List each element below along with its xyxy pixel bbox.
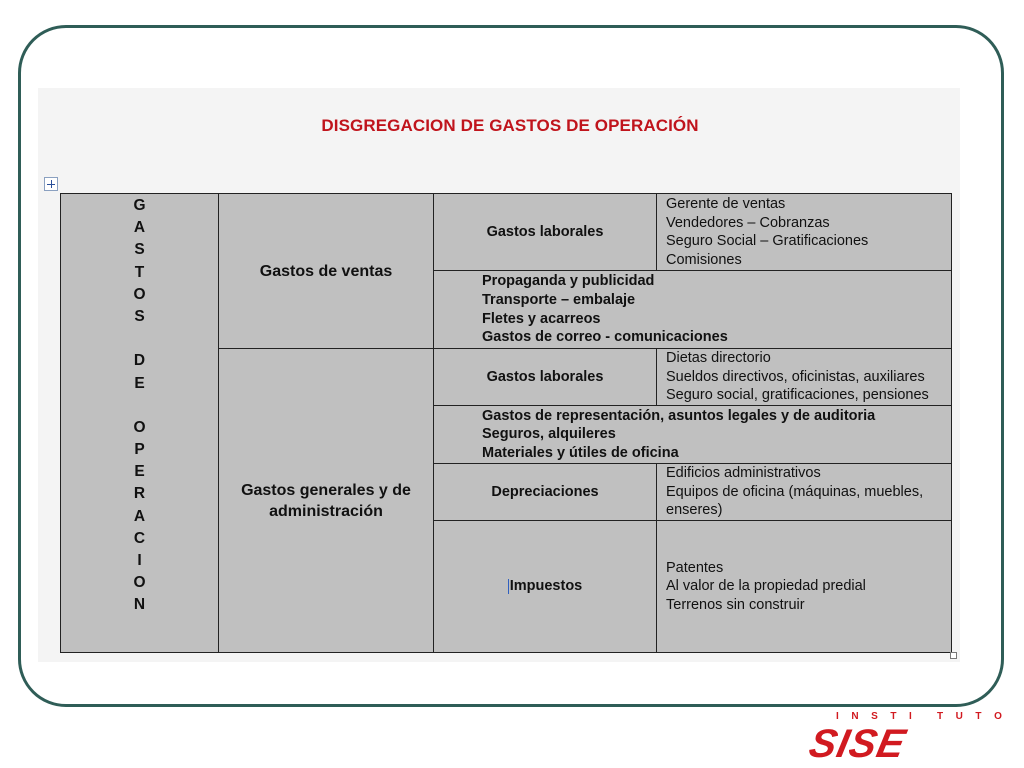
list-item: Al valor de la propiedad predial <box>666 578 866 595</box>
subcategory-gastos-laborales-generales <box>433 348 657 406</box>
vertical-letter: O <box>133 285 146 303</box>
category-gastos-ventas <box>218 193 434 349</box>
list-item: Transporte – embalaje <box>482 291 636 308</box>
table-move-handle-icon[interactable] <box>44 177 58 191</box>
subcategory-label: Impuestos <box>509 578 583 595</box>
sise-logo <box>806 710 1006 765</box>
logo-top-letters <box>836 711 1002 722</box>
logo-letter: T <box>890 711 897 722</box>
items-impuestos <box>656 520 952 653</box>
logo-letter: I <box>836 711 839 722</box>
list-item: Vendedores – Cobranzas <box>666 214 830 231</box>
vertical-letter: O <box>133 418 146 436</box>
items-laborales-ventas <box>656 193 952 271</box>
subcategory-label: Depreciaciones <box>491 483 599 500</box>
list-item: Edificios administrativos <box>666 465 821 482</box>
subcategory-depreciaciones <box>433 463 657 521</box>
vertical-letter: I <box>137 552 142 569</box>
list-item: Gastos de representación, asuntos legales y de auditoria <box>482 407 876 424</box>
list-item: Materiales y útiles de oficina <box>482 444 679 461</box>
vertical-letter <box>61 395 218 417</box>
subcategory-impuestos <box>433 520 657 653</box>
items-otros-ventas <box>433 270 952 349</box>
list-item: Seguro Social – Gratificaciones <box>666 233 869 249</box>
list-item: Fletes y acarreos <box>482 310 601 327</box>
items-laborales-generales <box>656 348 952 406</box>
subcategory-label: Gastos laborales <box>486 223 604 240</box>
vertical-letter: C <box>133 529 146 547</box>
category-label: Gastos generales y de administración <box>241 481 411 520</box>
vertical-letter: O <box>133 574 146 592</box>
vertical-letter: R <box>133 485 146 503</box>
text-cursor-icon <box>508 579 509 594</box>
list-item: Terrenos sin construir <box>666 596 805 613</box>
logo-letter: T <box>936 711 944 722</box>
logo-letter: I <box>909 711 912 722</box>
list-item: Dietas directorio <box>666 350 771 367</box>
list-item: Equipos de oficina (máquinas, muebles, <box>666 483 924 500</box>
logo-letter: T <box>975 711 982 722</box>
list-item: Comisiones <box>666 251 742 268</box>
logo-letter: O <box>994 711 1002 722</box>
logo-letter: U <box>955 711 963 722</box>
vertical-letter: D <box>133 352 146 370</box>
vertical-letter <box>61 328 218 350</box>
list-item: Propaganda y publicidad <box>482 273 655 290</box>
vertical-letter: A <box>133 507 146 525</box>
vertical-letter: G <box>133 197 146 214</box>
vertical-letter: S <box>134 241 145 259</box>
document-title: DISGREGACION DE GASTOS DE OPERACIÓN <box>321 116 699 135</box>
vertical-letter: A <box>133 219 146 237</box>
list-item: enseres) <box>666 502 723 519</box>
vertical-letter: N <box>133 596 146 614</box>
logo-letter: N <box>851 711 859 722</box>
list-item: Seguro social, gratificaciones, pensiones <box>666 387 929 404</box>
vertical-letter: E <box>134 374 145 392</box>
items-depreciaciones <box>656 463 952 521</box>
list-item: Gerente de ventas <box>666 196 786 212</box>
subcategory-gastos-laborales-ventas <box>433 193 657 271</box>
items-otros-generales <box>433 405 952 464</box>
category-gastos-generales <box>218 348 434 653</box>
table-resize-handle-icon[interactable] <box>950 652 957 659</box>
vertical-letter: E <box>134 463 145 481</box>
vertical-letter: P <box>134 441 145 459</box>
category-label: Gastos de ventas <box>259 262 393 280</box>
list-item: Patentes <box>666 559 724 576</box>
vertical-letter: T <box>134 263 145 281</box>
vertical-title-cell <box>60 193 219 653</box>
vertical-title-text <box>61 195 218 617</box>
logo-wordmark: SISE <box>805 722 910 766</box>
logo-letter: S <box>871 711 878 722</box>
subcategory-label: Gastos laborales <box>486 368 604 385</box>
list-item: Seguros, alquileres <box>482 426 616 443</box>
list-item: Gastos de correo - comunicaciones <box>482 329 728 346</box>
list-item: Sueldos directivos, oficinistas, auxiliares <box>666 368 925 385</box>
vertical-letter: S <box>134 307 145 325</box>
